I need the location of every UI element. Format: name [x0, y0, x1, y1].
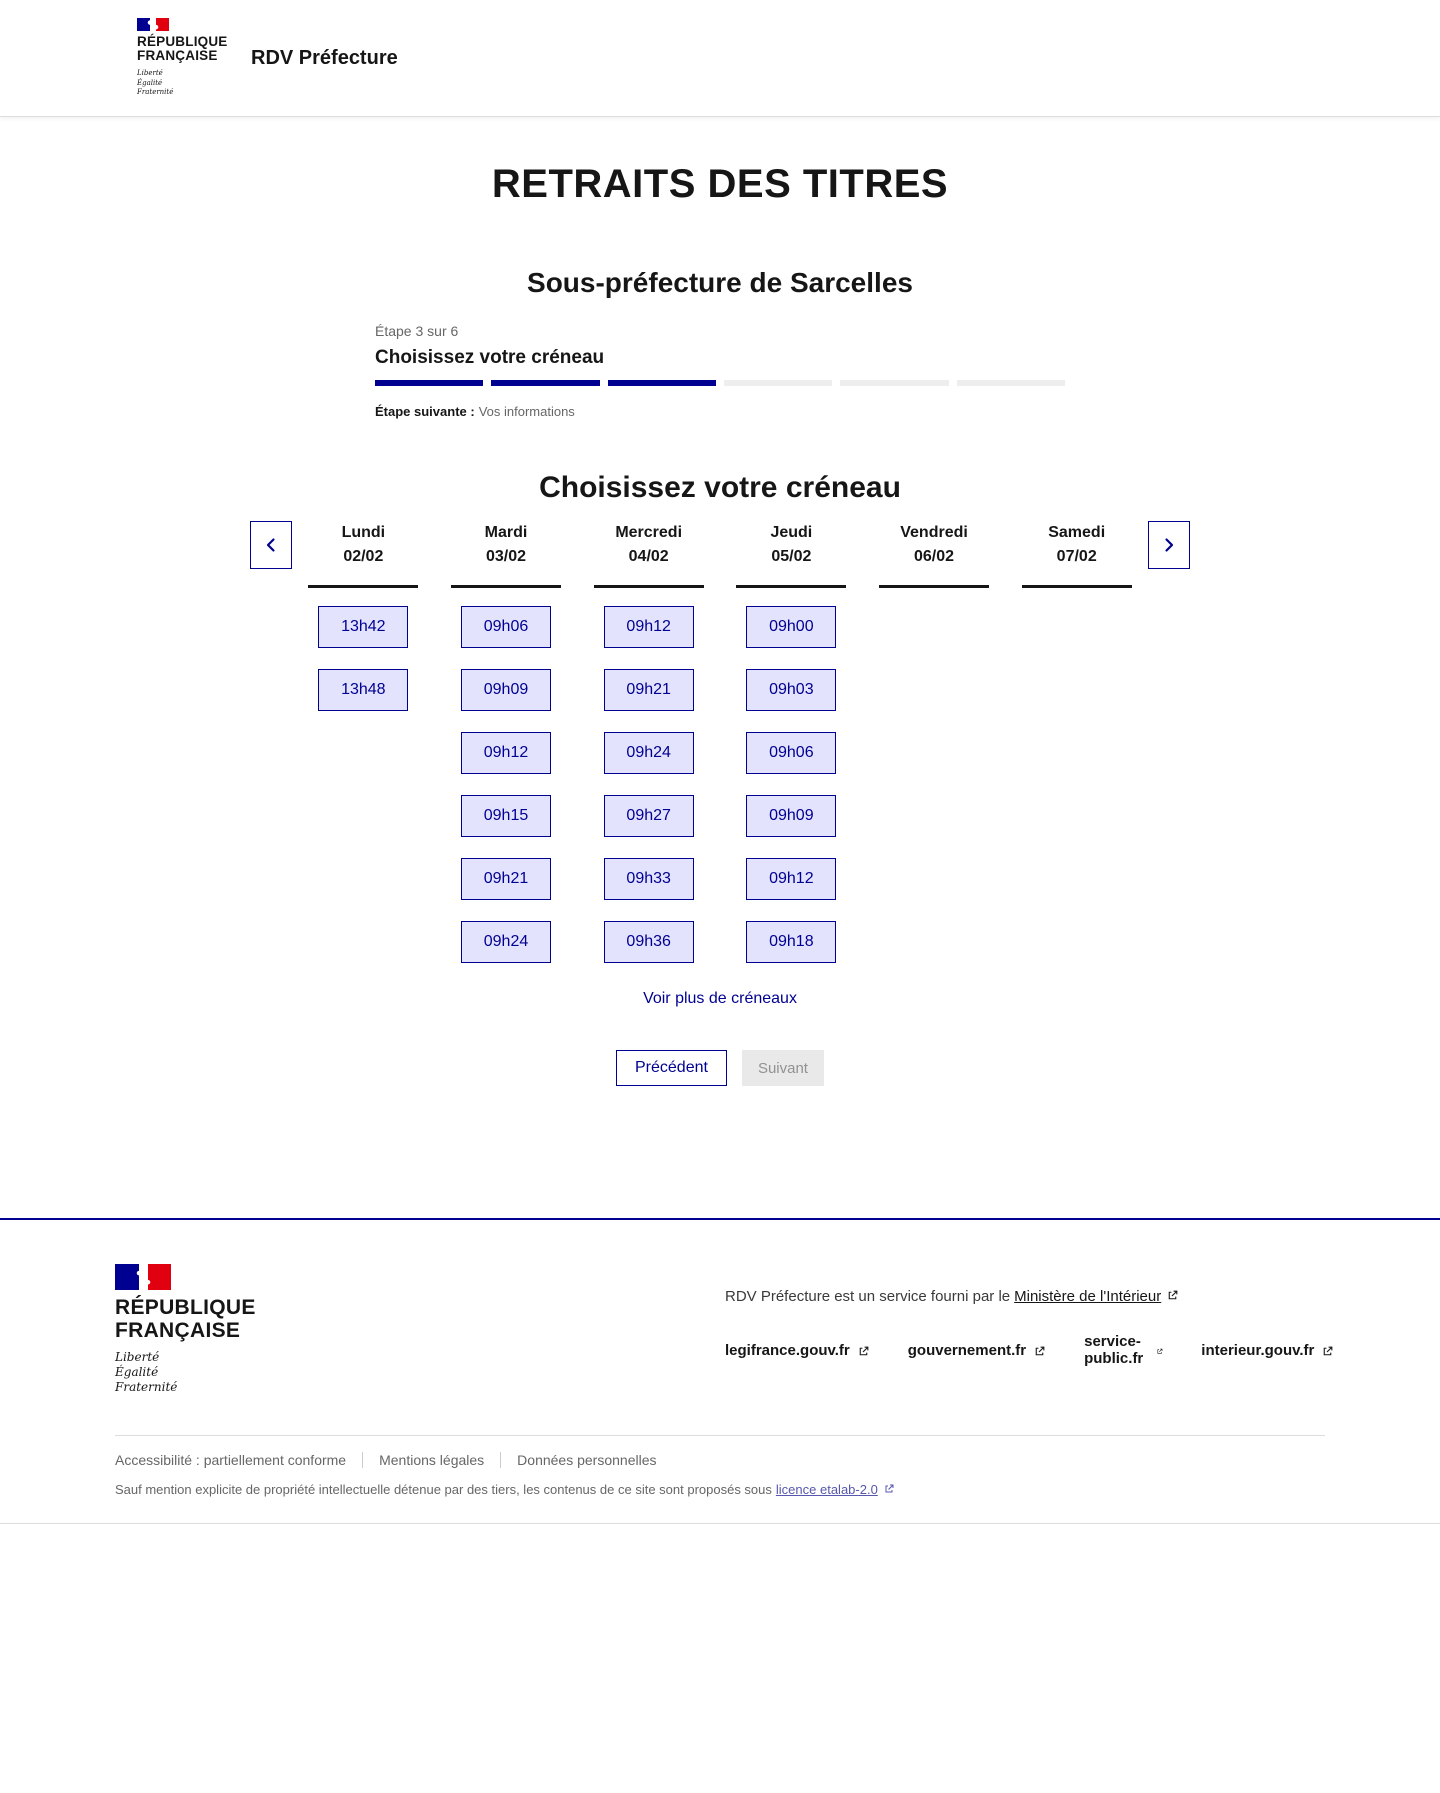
day-name: Lundi	[341, 524, 386, 541]
gov-logo	[137, 18, 228, 99]
site-footer	[0, 1218, 1440, 1524]
time-slot-button[interactable]: 09h06	[461, 606, 551, 648]
link-label: service-public.fr	[1084, 1333, 1144, 1367]
time-slot-button[interactable]: 09h21	[604, 669, 694, 711]
day-name: Samedi	[1048, 524, 1106, 541]
time-slot-button[interactable]: 09h09	[746, 795, 836, 837]
french-flag-icon	[115, 1264, 171, 1290]
footer-logo-line1: RÉPUBLIQUE	[115, 1296, 256, 1319]
footer-logo-motto	[115, 1350, 203, 1395]
footer-logo-line2: FRANÇAISE	[115, 1319, 241, 1343]
site-header	[0, 0, 1440, 116]
flag-red-stripe	[148, 1264, 171, 1290]
time-slot-button[interactable]: 09h27	[604, 795, 694, 837]
footer-external-link[interactable]	[725, 1333, 870, 1367]
time-slot-button[interactable]: 09h06	[746, 732, 836, 774]
previous-step-button[interactable]: Précédent	[616, 1050, 727, 1086]
chevron-right-icon	[1161, 537, 1177, 553]
service-note	[725, 1288, 1325, 1305]
time-slot-button[interactable]: 09h15	[461, 795, 551, 837]
time-slot-button[interactable]: 09h36	[604, 921, 694, 963]
time-slot-button[interactable]: 09h00	[746, 606, 836, 648]
time-slot-button[interactable]: 09h12	[604, 606, 694, 648]
time-slot-button[interactable]: 09h21	[461, 858, 551, 900]
day-date: 03/02	[485, 548, 527, 565]
time-slot-button[interactable]: 09h03	[746, 669, 836, 711]
flag-red-stripe	[156, 18, 169, 31]
day-column-lundi	[292, 521, 435, 984]
link-separator	[500, 1452, 501, 1468]
link-label: gouvernement.fr	[907, 1341, 1027, 1359]
footer-bottom-link[interactable]: Accessibilité : partiellement conforme	[115, 1452, 347, 1469]
wizard-actions	[250, 1050, 1190, 1086]
next-step-line	[375, 404, 1065, 419]
footer-bottom-divider	[0, 1523, 1440, 1524]
stepper	[375, 323, 1065, 419]
service-note-text: RDV Préfecture est un service fourni par le	[725, 1288, 1011, 1305]
day-underline	[451, 585, 561, 588]
flag-blue-stripe	[115, 1264, 139, 1290]
license-line	[0, 1468, 1440, 1497]
progress-segment	[375, 380, 483, 386]
footer-external-link[interactable]	[1201, 1333, 1334, 1367]
day-column-samedi	[1005, 521, 1148, 984]
day-slots	[604, 606, 694, 984]
motto-line: Égalité	[137, 78, 163, 87]
motto-line: Fraternité	[115, 1380, 178, 1395]
next-step-button[interactable]: Suivant	[742, 1050, 824, 1086]
day-column-vendredi	[863, 521, 1006, 984]
calendar-heading: Choisissez votre créneau	[539, 471, 901, 504]
day-name: Mercredi	[615, 524, 683, 541]
more-slots-link[interactable]: Voir plus de créneaux	[643, 990, 797, 1007]
day-date: 05/02	[771, 548, 812, 565]
slot-calendar	[250, 521, 1190, 984]
day-header	[615, 521, 682, 569]
day-header	[342, 521, 386, 569]
next-week-button[interactable]	[1148, 521, 1190, 569]
day-date: 07/02	[1056, 548, 1097, 565]
flag-white-stripe	[139, 1264, 148, 1290]
time-slot-button[interactable]: 09h18	[746, 921, 836, 963]
gov-logo-motto	[137, 69, 225, 98]
gov-logo-title	[137, 33, 228, 64]
external-link-icon	[883, 1483, 895, 1495]
french-flag-icon	[137, 18, 169, 31]
day-date: 06/02	[914, 548, 955, 565]
day-slots	[318, 606, 408, 732]
time-slot-button[interactable]: 09h24	[604, 732, 694, 774]
motto-line: Fraternité	[137, 88, 174, 97]
day-slots	[461, 606, 551, 984]
external-link-icon	[1156, 1345, 1163, 1358]
link-label: interieur.gouv.fr	[1201, 1341, 1315, 1359]
day-name: Mardi	[484, 524, 528, 541]
external-link-icon	[1033, 1345, 1046, 1358]
time-slot-button[interactable]: 09h09	[461, 669, 551, 711]
flag-blue-stripe	[137, 18, 150, 31]
step-progress	[375, 380, 1065, 386]
progress-segment	[608, 380, 716, 386]
step-title: Choisissez votre créneau	[375, 347, 605, 368]
time-slot-button[interactable]: 13h42	[318, 606, 408, 648]
page-subtitle: Sous-préfecture de Sarcelles	[527, 267, 913, 298]
progress-segment	[724, 380, 832, 386]
day-name: Jeudi	[770, 524, 813, 541]
licence-etalab-link[interactable]: licence etalab-2.0	[775, 1482, 878, 1498]
footer-external-links	[725, 1333, 1325, 1367]
previous-week-button[interactable]	[250, 521, 292, 569]
footer-right	[725, 1288, 1325, 1395]
time-slot-button[interactable]: 13h48	[318, 669, 408, 711]
footer-top	[0, 1220, 1440, 1395]
time-slot-button[interactable]: 09h12	[746, 858, 836, 900]
license-text: Sauf mention explicite de propriété intellectuelle détenue par des tiers, les contenus de ce site sont proposés sous	[115, 1482, 772, 1498]
day-column-mercredi	[577, 521, 720, 984]
day-date: 04/02	[628, 548, 669, 565]
day-slots	[746, 606, 836, 984]
day-underline	[308, 585, 418, 588]
external-link-icon	[857, 1345, 870, 1358]
time-slot-button[interactable]: 09h33	[604, 858, 694, 900]
day-header	[900, 521, 968, 569]
gov-logo-line2: FRANÇAISE	[137, 48, 218, 64]
day-underline	[594, 585, 704, 588]
time-slot-button[interactable]: 09h24	[461, 921, 551, 963]
footer-gov-logo	[115, 1264, 256, 1395]
main-content	[250, 162, 1190, 1086]
step-counter: Étape 3 sur 6	[375, 323, 459, 339]
day-underline	[736, 585, 846, 588]
day-underline	[1022, 585, 1132, 588]
day-header	[1048, 521, 1105, 569]
page-title: RETRAITS DES TITRES	[491, 162, 949, 206]
chevron-left-icon	[263, 537, 279, 553]
day-name: Vendredi	[900, 524, 968, 541]
footer-external-link[interactable]	[908, 1333, 1046, 1367]
footer-bottom-link[interactable]: Données personnelles	[517, 1452, 657, 1469]
progress-segment	[491, 380, 599, 386]
day-column-mardi	[435, 521, 578, 984]
day-header	[770, 521, 812, 569]
day-date: 02/02	[343, 548, 384, 565]
external-link-icon	[1166, 1289, 1179, 1302]
next-step-label: Étape suivante :	[375, 404, 475, 419]
link-label: legifrance.gouv.fr	[725, 1341, 850, 1359]
motto-line: Liberté	[115, 1350, 160, 1365]
ministere-interieur-link[interactable]: Ministère de l'Intérieur	[1014, 1288, 1162, 1305]
service-title: RDV Préfecture	[251, 46, 398, 69]
footer-bottom-link[interactable]: Mentions légales	[379, 1452, 485, 1469]
day-header	[485, 521, 528, 569]
day-underline	[879, 585, 989, 588]
external-link-icon	[1321, 1345, 1334, 1358]
progress-segment	[957, 380, 1065, 386]
motto-line: Liberté	[137, 68, 163, 77]
time-slot-button[interactable]: 09h12	[461, 732, 551, 774]
link-separator	[362, 1452, 363, 1468]
footer-logo-title	[115, 1296, 256, 1343]
gov-logo-line1: RÉPUBLIQUE	[137, 33, 228, 49]
progress-segment	[840, 380, 948, 386]
footer-bottom-links	[0, 1436, 1440, 1468]
day-column-jeudi	[720, 521, 863, 984]
motto-line: Égalité	[115, 1365, 159, 1380]
footer-external-link[interactable]	[1084, 1333, 1163, 1367]
calendar-days	[292, 521, 1148, 984]
next-step-value: Vos informations	[478, 404, 575, 419]
